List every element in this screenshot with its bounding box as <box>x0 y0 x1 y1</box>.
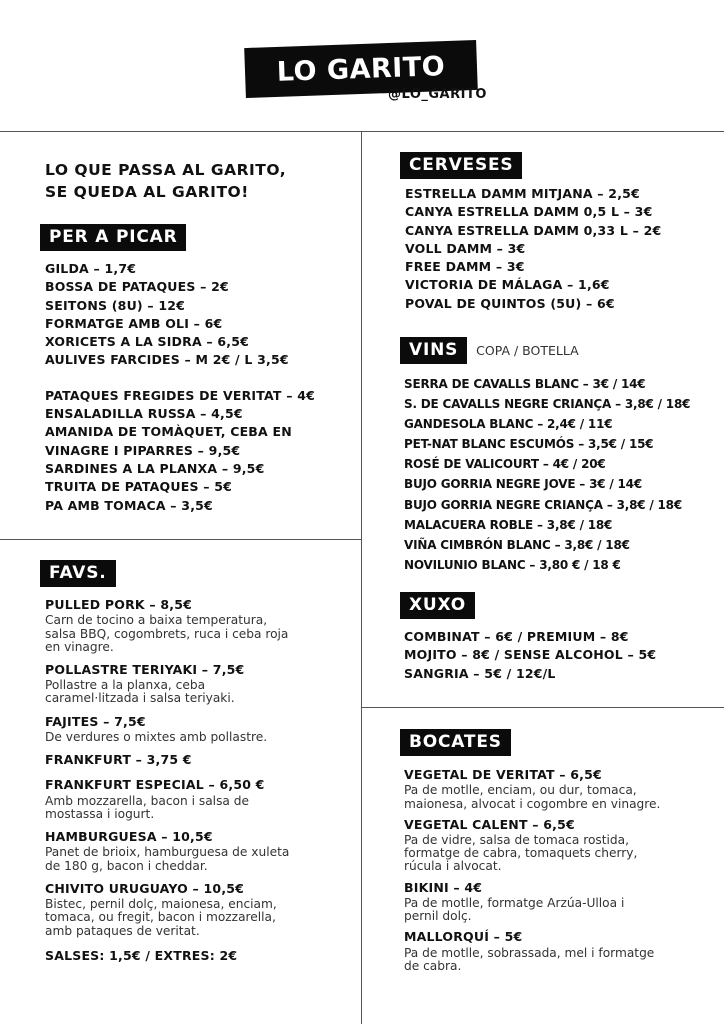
menu-item-desc: Pa de motlle, sobrassada, mel i formatge <box>404 945 655 960</box>
xuxo-list <box>404 628 656 683</box>
menu-item-desc: en vinagre. <box>45 639 114 654</box>
menu-item-desc: Pa de vidre, salsa de tomaca rostida, <box>404 833 629 847</box>
list-item: BUJO GORRIA NEGRE JOVE – 3€ / 14€ <box>404 477 642 492</box>
list-item: SARDINES A LA PLANXA – 9,5€ <box>45 460 265 476</box>
list-item: ROSÉ DE VALICOURT – 4€ / 20€ <box>404 457 606 472</box>
list-item: COMBINAT – 6€ / PREMIUM – 8€ <box>404 629 629 644</box>
left-section-divider <box>0 539 361 540</box>
list-item: SEITONS (8U) – 12€ <box>45 297 186 313</box>
menu-item <box>45 661 289 706</box>
menu-item <box>45 880 289 938</box>
favs-column <box>45 560 289 965</box>
menu-item <box>404 816 660 874</box>
menu-item <box>45 751 289 769</box>
vins-list <box>404 374 690 575</box>
menu-item <box>45 713 289 745</box>
menu-item-desc: Pollastre a la planxa, ceba <box>45 678 206 693</box>
list-item: VIÑA CIMBRÓN BLANC – 3,8€ / 18€ <box>404 537 630 552</box>
list-item: TRUITA DE PATAQUES – 5€ <box>45 479 233 495</box>
list-item: PET-NAT BLANC ESCUMÓS – 3,5€ / 15€ <box>404 437 654 452</box>
list-item: ENSALADILLA RUSSA – 4,5€ <box>45 406 243 422</box>
per-a-picar-list-2 <box>45 387 315 515</box>
vins-note: COPA / BOTELLA <box>476 343 579 358</box>
menu-item-desc: amb pataques de veritat. <box>45 923 200 938</box>
favs-footer: SALSES: 1,5€ / EXTRES: 2€ <box>45 947 238 963</box>
menu-item <box>404 879 660 924</box>
menu-item-name: FRANKFURT ESPECIAL – 6,50 € <box>45 777 265 793</box>
list-item: SERRA DE CAVALLS BLANC – 3€ / 14€ <box>404 377 646 391</box>
menu-item-name: CHIVITO URUGUAYO – 10,5€ <box>45 880 245 896</box>
menu-item-desc: Pa de motlle, enciam, ou dur, tomaca, <box>404 783 637 798</box>
list-item: AULIVES FARCIDES – M 2€ / L 3,5€ <box>45 352 289 368</box>
list-item: XORICETS A LA SIDRA – 6,5€ <box>45 334 250 350</box>
list-item: SANGRIA – 5€ / 12€/L <box>404 665 556 681</box>
header-divider <box>0 131 724 132</box>
section-title-cerveses: CERVESES <box>400 152 522 179</box>
menu-item <box>404 928 660 973</box>
menu-item-desc: tomaca, ou fregit, bacon i mozzarella, <box>45 910 276 925</box>
tagline <box>45 159 315 203</box>
menu-item-desc: caramel·litzada i salsa teriyaki. <box>45 691 235 706</box>
menu-item-desc: Amb mozzarella, bacon i salsa de <box>45 793 249 808</box>
list-item: NOVILUNIO BLANC – 3,80 € / 18 € <box>404 557 621 572</box>
bocates-list <box>404 766 660 973</box>
menu-item-desc: maionesa, alvocat i cogombre en vinagre. <box>404 796 661 811</box>
menu-item-desc: Carn de tocino a baixa temperatura, <box>45 613 268 628</box>
xuxo-column <box>404 592 656 683</box>
cerveses-list <box>405 185 661 313</box>
bocates-column <box>404 729 660 973</box>
menu-item-name: BIKINI – 4€ <box>404 879 483 895</box>
menu-item-name: POLLASTRE TERIYAKI – 7,5€ <box>45 661 245 677</box>
list-item: CANYA ESTRELLA DAMM 0,33 L – 2€ <box>405 222 662 238</box>
list-item: GILDA – 1,7€ <box>45 261 137 276</box>
list-item: VICTORIA DE MÁLAGA – 1,6€ <box>405 277 610 293</box>
list-item: VINAGRE I PIPARRES – 9,5€ <box>45 442 241 458</box>
list-item: FORMATGE AMB OLI – 6€ <box>45 315 223 331</box>
list-item: VOLL DAMM – 3€ <box>405 240 526 256</box>
list-item: PA AMB TOMACA – 3,5€ <box>45 497 213 513</box>
menu-item-desc: Bistec, pernil dolç, maionesa, enciam, <box>45 897 277 912</box>
list-item: AMANIDA DE TOMÀQUET, CEBA EN <box>45 424 292 440</box>
instagram-handle: @LO_GARITO <box>388 87 487 102</box>
menu-item-desc: mostassa i iogurt. <box>45 806 155 821</box>
list-item: CANYA ESTRELLA DAMM 0,5 L – 3€ <box>405 204 653 220</box>
vins-column <box>404 337 690 575</box>
section-title-per-a-picar: PER A PICAR <box>40 224 186 251</box>
menu-item <box>45 776 289 821</box>
column-divider <box>361 131 362 1024</box>
list-item: BOSSA DE PATAQUES – 2€ <box>45 279 229 295</box>
menu-item-name: MALLORQUÍ – 5€ <box>404 929 523 945</box>
list-item: S. DE CAVALLS NEGRE CRIANÇA – 3,8€ / 18€ <box>404 397 691 412</box>
list-item: GANDESOLA BLANC – 2,4€ / 11€ <box>404 417 613 432</box>
menu-item-name: FAJITES – 7,5€ <box>45 713 146 729</box>
menu-item-name: PULLED PORK – 8,5€ <box>45 597 193 612</box>
menu-item-name: VEGETAL CALENT – 6,5€ <box>404 816 575 832</box>
menu-item-desc: de 180 g, bacon i cheddar. <box>45 858 208 873</box>
list-item: MALACUERA ROBLE – 3,8€ / 18€ <box>404 517 613 532</box>
list-item: MOJITO – 8€ / SENSE ALCOHOL – 5€ <box>404 647 657 663</box>
menu-item-desc: formatge de cabra, tomaquets cherry, <box>404 846 638 861</box>
left-top-column <box>45 159 315 515</box>
cerveses-column <box>405 152 661 313</box>
tagline-line: LO QUE PASSA AL GARITO, <box>45 161 287 179</box>
section-title-xuxo: XUXO <box>400 592 475 619</box>
menu-item-desc: Pa de motlle, formatge Arzúa-Ulloa i <box>404 895 625 910</box>
menu-item-desc: pernil dolç. <box>404 909 472 924</box>
menu-item-desc: rúcula i alvocat. <box>404 859 502 874</box>
list-item: BUJO GORRIA NEGRE CRIANÇA – 3,8€ / 18€ <box>404 497 682 512</box>
menu-item-name: VEGETAL DE VERITAT – 6,5€ <box>404 767 602 782</box>
right-section-divider <box>361 707 724 708</box>
menu-item <box>404 766 660 811</box>
menu-item-name: FRANKFURT – 3,75 € <box>45 752 192 768</box>
menu-item <box>45 596 289 654</box>
list-item: POVAL DE QUINTOS (5U) – 6€ <box>405 295 615 311</box>
section-title-bocates: BOCATES <box>400 729 511 756</box>
favs-list <box>45 596 289 965</box>
section-title-vins: VINS <box>400 337 467 364</box>
menu-item <box>45 828 289 873</box>
per-a-picar-list <box>45 260 315 370</box>
list-item: FREE DAMM – 3€ <box>405 259 525 275</box>
menu-item-desc: de cabra. <box>404 958 462 973</box>
list-item: PATAQUES FREGIDES DE VERITAT – 4€ <box>45 387 315 403</box>
menu-item-desc: Panet de brioix, hamburguesa de xuleta <box>45 845 290 860</box>
list-item: ESTRELLA DAMM MITJANA – 2,5€ <box>405 186 640 201</box>
menu-item-desc: De verdures o mixtes amb pollastre. <box>45 729 268 744</box>
menu-item-name: HAMBURGUESA – 10,5€ <box>45 829 213 845</box>
tagline-line: SE QUEDA AL GARITO! <box>45 183 249 201</box>
logo-text: LO GARITO <box>276 50 446 88</box>
section-title-favs: FAVS. <box>40 560 116 587</box>
menu-item-desc: salsa BBQ, cogombrets, ruca i ceba roja <box>45 626 289 641</box>
